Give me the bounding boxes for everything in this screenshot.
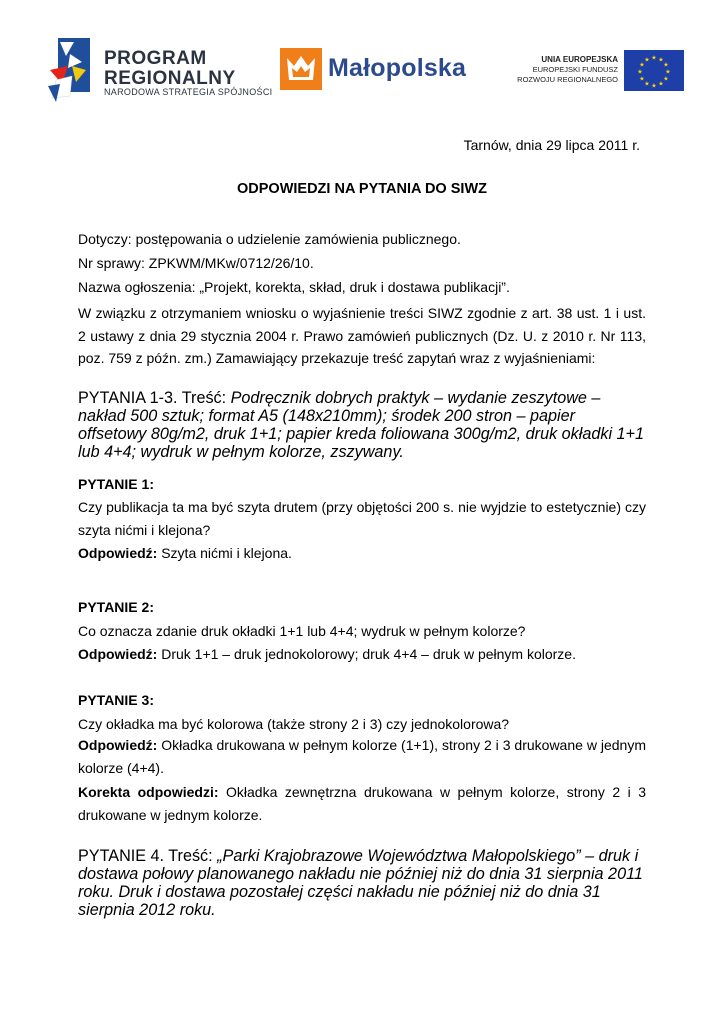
dotyczy-line: Dotyczy: postępowania o udzielenie zamówienia publicznego. [78, 231, 461, 247]
nr-sprawy-line: Nr sprawy: ZPKWM/MKw/0712/26/10. [78, 255, 314, 271]
answer-3 [78, 734, 646, 779]
question-group-1-3-text: Podręcznik dobrych praktyk – wydanie zeszytowe – nakład 500 sztuk; format A5 (148x210mm); środek 200 stron – papier offsetowy 80g/m2, druk 1+1; papier kreda foliowana 300g/m2, druk okładki 1+1 lub 4+4; wydruk w pełnym kolorze, zszywany. [78, 389, 645, 461]
question-1-text: Czy publikacja ta ma być szyta drutem (przy objętości 200 s. nie wyjdzie to estetycznie) czy szyta nićmi i klejona? [78, 499, 646, 538]
answer-1 [78, 545, 646, 561]
svg-text:★: ★ [651, 54, 657, 62]
malopolska-crown-icon [280, 48, 322, 90]
svg-text:★: ★ [658, 56, 664, 64]
answer-2-text: Druk 1+1 – druk jednokolorowy; druk 4+4 – druk w pełnym kolorze. [157, 646, 576, 662]
answer-2 [78, 646, 646, 662]
intro-paragraph: W związku z otrzymaniem wniosku o wyjaśnienie treści SIWZ zgodnie z art. 38 ust. 1 i ust. 2 ustawy z dnia 29 stycznia 2004 r. Prawo zamówień publicznych (Dz. U. z 2010 r. Nr 113, poz. 759 z późn. zm.) Zamawiający przekazuje treść zapytań wraz z wyjaśnieniami: [78, 305, 646, 366]
svg-text:★: ★ [644, 56, 650, 64]
svg-text:★: ★ [663, 61, 669, 69]
svg-text:★: ★ [651, 82, 657, 90]
question-2-label: PYTANIE 2: [78, 599, 154, 615]
question-group-4-prefix: PYTANIE 4. Treść: [78, 847, 218, 865]
svg-text:★: ★ [637, 68, 643, 76]
svg-text:★: ★ [663, 75, 669, 83]
malopolska-logo [280, 48, 490, 92]
answer-3-text: Okładka drukowana w pełnym kolorze (1+1), strony 2 i 3 drukowane w jednym kolorze (4+4). [78, 737, 646, 776]
malopolska-name: Małopolska [328, 54, 467, 82]
question-group-1-3-prefix: PYTANIA 1-3. Treść: [78, 389, 231, 407]
eu-flag-icon [624, 50, 684, 91]
question-1-label: PYTANIE 1: [78, 476, 154, 492]
eu-logo-text: UNIA EUROPEJSKA EUROPEJSKI FUNDUSZ ROZWOJU REGIONALNEGO [517, 55, 618, 84]
nazwa-ogloszenia-line: Nazwa ogłoszenia: „Projekt, korekta, skład, druk i dostawa publikacji”. [78, 279, 510, 295]
program-regionalny-logo [46, 36, 273, 106]
question-group-4-text: „Parki Krajobrazowe Województwa Małopolskiego” – druk i dostawa połowy planowanego nakładu nie później niż do dnia 31 sierpnia 2011 roku. Druk i dostawa pozostałej części nakładu nie później niż do dnia 31 sierpnia 2012 roku. [78, 847, 643, 919]
answer-1-text: Szyta nićmi i klejona. [157, 545, 292, 561]
answer-2-label: Odpowiedź: [78, 646, 158, 662]
svg-text:★: ★ [665, 68, 671, 76]
question-group-4 [78, 847, 646, 919]
question-group-1-3 [78, 389, 646, 461]
program-regionalny-flag-icon [46, 36, 98, 104]
answer-3-correction [78, 781, 646, 826]
page-header [0, 0, 724, 110]
document-date: Tarnów, dnia 29 lipca 2011 r. [463, 137, 640, 153]
answer-3-correction-label: Korekta odpowiedzi: [78, 784, 219, 800]
answer-3-correction-text: Okładka zewnętrzna drukowana w pełnym kolorze, strony 2 i 3 drukowane w jednym kolorze. [78, 784, 647, 823]
answer-3-label: Odpowiedź: [78, 737, 158, 753]
question-3-label: PYTANIE 3: [78, 692, 154, 708]
question-3-text: Czy okładka ma być kolorowa (także strony 2 i 3) czy jednokolorowa? [78, 716, 510, 732]
answer-1-label: Odpowiedź: [78, 545, 158, 561]
question-2-text: Co oznacza zdanie druk okładki 1+1 lub 4+4; wydruk w pełnym kolorze? [78, 623, 526, 639]
program-regionalny-subtitle: NARODOWA STRATEGIA SPÓJNOŚCI [104, 87, 273, 97]
svg-text:★: ★ [644, 80, 650, 88]
svg-text:★: ★ [639, 61, 645, 69]
svg-text:★: ★ [639, 75, 645, 83]
program-regionalny-title: PROGRAM REGIONALNY [104, 48, 236, 89]
svg-text:★: ★ [658, 80, 664, 88]
document-title: ODPOWIEDZI NA PYTANIA DO SIWZ [237, 181, 487, 197]
eu-logo [510, 50, 690, 95]
